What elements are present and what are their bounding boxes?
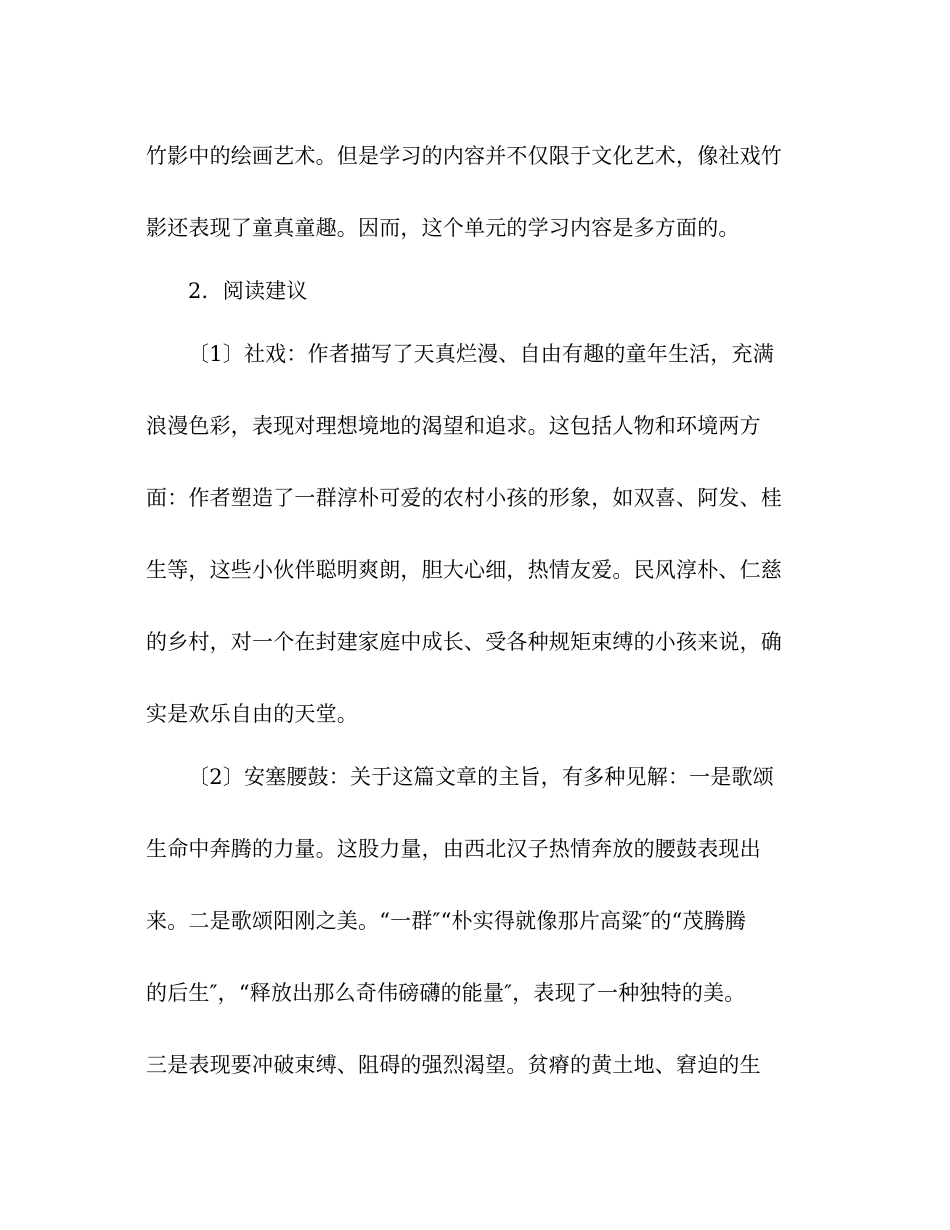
text-line: 的后生″，“释放出那么奇伟磅礴的能量″，表现了一种独特的美。 xyxy=(146,981,746,1005)
paragraph-start: 〔2〕安塞腰鼓：关于这篇文章的主旨，有多种见解：一是歌颂 xyxy=(188,765,774,789)
section-heading: 2．阅读建议 xyxy=(188,279,308,303)
text-line: 生等，这些小伙伴聪明爽朗，胆大心细，热情友爱。民风淳朴、仁慈 xyxy=(146,558,782,582)
text-line: 来。二是歌颂阳刚之美。“一群″“朴实得就像那片高粱″的“茂腾腾 xyxy=(146,909,747,933)
text-line: 生命中奔腾的力量。这股力量，由西北汉子热情奔放的腰鼓表现出 xyxy=(146,837,761,861)
text-line: 实是欢乐自由的天堂。 xyxy=(146,702,358,726)
text-line: 三是表现要冲破束缚、阻碍的强烈渴望。贫瘠的黄土地、窘迫的生 xyxy=(146,1053,761,1077)
text-line: 浪漫色彩，表现对理想境地的渴望和追求。这包括人物和环境两方 xyxy=(146,414,761,438)
paragraph-start: 〔1〕社戏：作者描写了天真烂漫、自由有趣的童年生活，充满 xyxy=(188,342,774,366)
text-line: 面：作者塑造了一群淳朴可爱的农村小孩的形象，如双喜、阿发、桂 xyxy=(146,486,782,510)
text-line: 竹影中的绘画艺术。但是学习的内容并不仅限于文化艺术，像社戏竹 xyxy=(146,144,782,168)
text-line: 的乡村，对一个在封建家庭中成长、受各种规矩束缚的小孩来说，确 xyxy=(146,630,782,654)
text-line: 影还表现了童真童趣。因而，这个单元的学习内容是多方面的。 xyxy=(146,216,740,240)
